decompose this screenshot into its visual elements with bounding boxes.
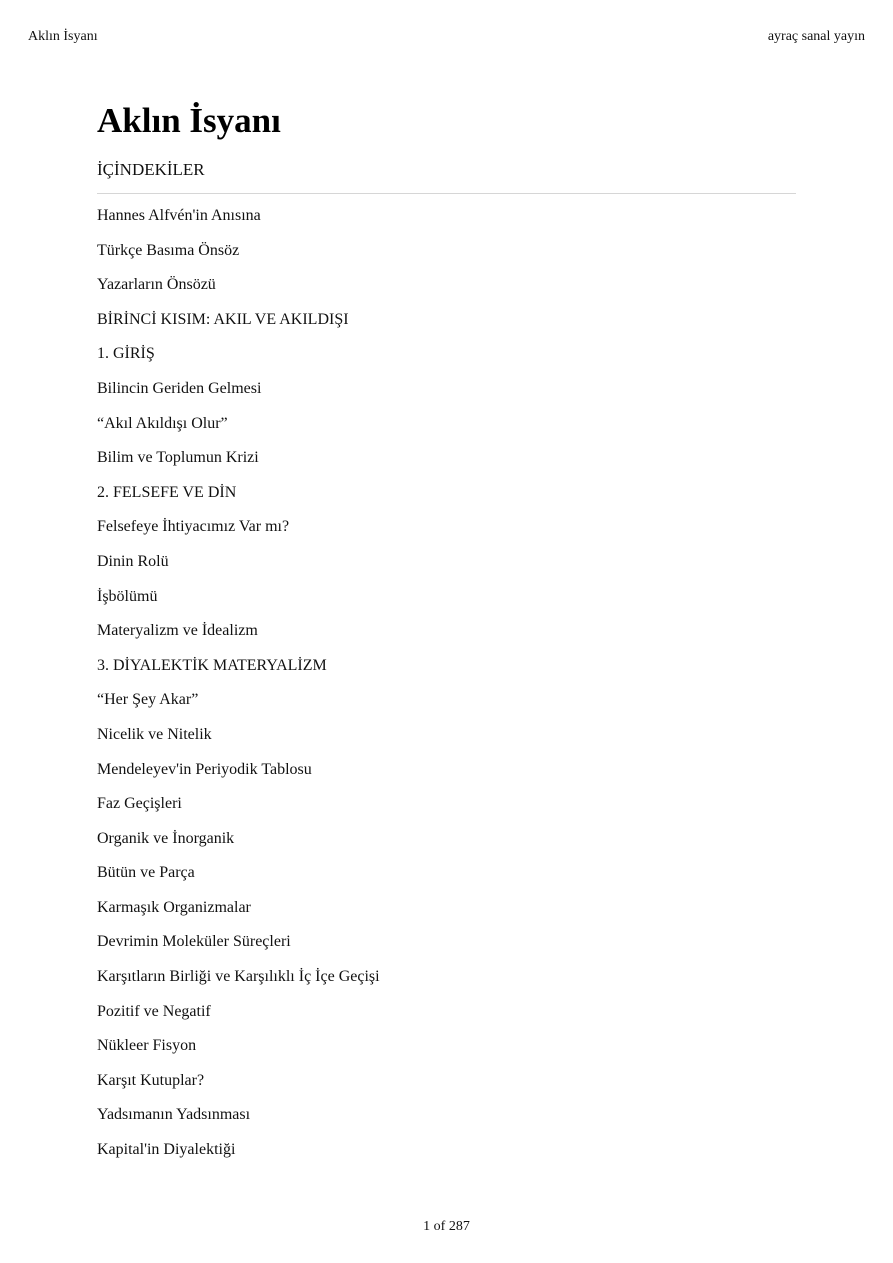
toc-item[interactable]: Hannes Alfvén'in Anısına [97,207,261,224]
toc-divider [97,193,796,194]
toc-item[interactable]: Yazarların Önsözü [97,276,216,294]
toc-item[interactable]: Devrimin Moleküler Süreçleri [97,933,291,951]
running-header-publisher: ayraç sanal yayın [767,29,865,44]
toc-item[interactable]: Karşıtların Birliği ve Karşılıklı İç İçe Geçişi [97,968,380,986]
toc-item[interactable]: Materyalizm ve İdealizm [97,622,258,640]
toc-item[interactable]: İşbölümü [97,587,158,605]
toc-item[interactable]: Felsefeye İhtiyacımız Var mı? [97,518,290,536]
toc-item[interactable]: Karşıt Kutuplar? [97,1071,205,1089]
toc-heading: İÇİNDEKİLER [97,160,205,179]
toc-item[interactable]: 3. DİYALEKTİK MATERYALİZM [97,656,327,674]
toc-item[interactable]: “Her Şey Akar” [97,691,199,709]
toc-item[interactable]: 1. GİRİŞ [97,345,155,363]
toc-item[interactable]: Dinin Rolü [97,552,169,570]
toc-item[interactable]: Yadsımanın Yadsınması [97,1106,251,1124]
toc-item[interactable]: Nicelik ve Nitelik [97,725,212,743]
toc-item[interactable]: Mendeleyev'in Periyodik Tablosu [97,760,312,778]
toc-item[interactable]: Bilincin Geriden Gelmesi [97,379,262,397]
toc-item[interactable]: Pozitif ve Negatif [97,1002,211,1020]
toc-list [97,206,796,1175]
running-header-title: Aklın İsyanı [28,29,98,44]
toc-item[interactable]: Faz Geçişleri [97,795,182,813]
toc-item[interactable]: “Akıl Akıldışı Olur” [97,414,228,432]
book-title: Aklın İsyanı [97,101,281,140]
toc-item[interactable]: Karmaşık Organizmalar [97,898,251,916]
toc-item[interactable]: Organik ve İnorganik [97,829,235,847]
toc-item[interactable]: Nükleer Fisyon [97,1037,197,1055]
toc-item[interactable]: BİRİNCİ KISIM: AKIL VE AKILDIŞI [97,310,349,328]
toc-item[interactable]: 2. FELSEFE VE DİN [97,483,237,501]
document-body [97,98,796,1175]
toc-item[interactable]: Türkçe Basıma Önsöz [97,241,240,259]
toc-item[interactable]: Kapital'in Diyalektiği [97,1141,236,1159]
toc-item[interactable]: Bütün ve Parça [97,864,195,882]
toc-item[interactable]: Bilim ve Toplumun Krizi [97,449,259,467]
page-indicator: 1 of 287 [423,1219,470,1234]
